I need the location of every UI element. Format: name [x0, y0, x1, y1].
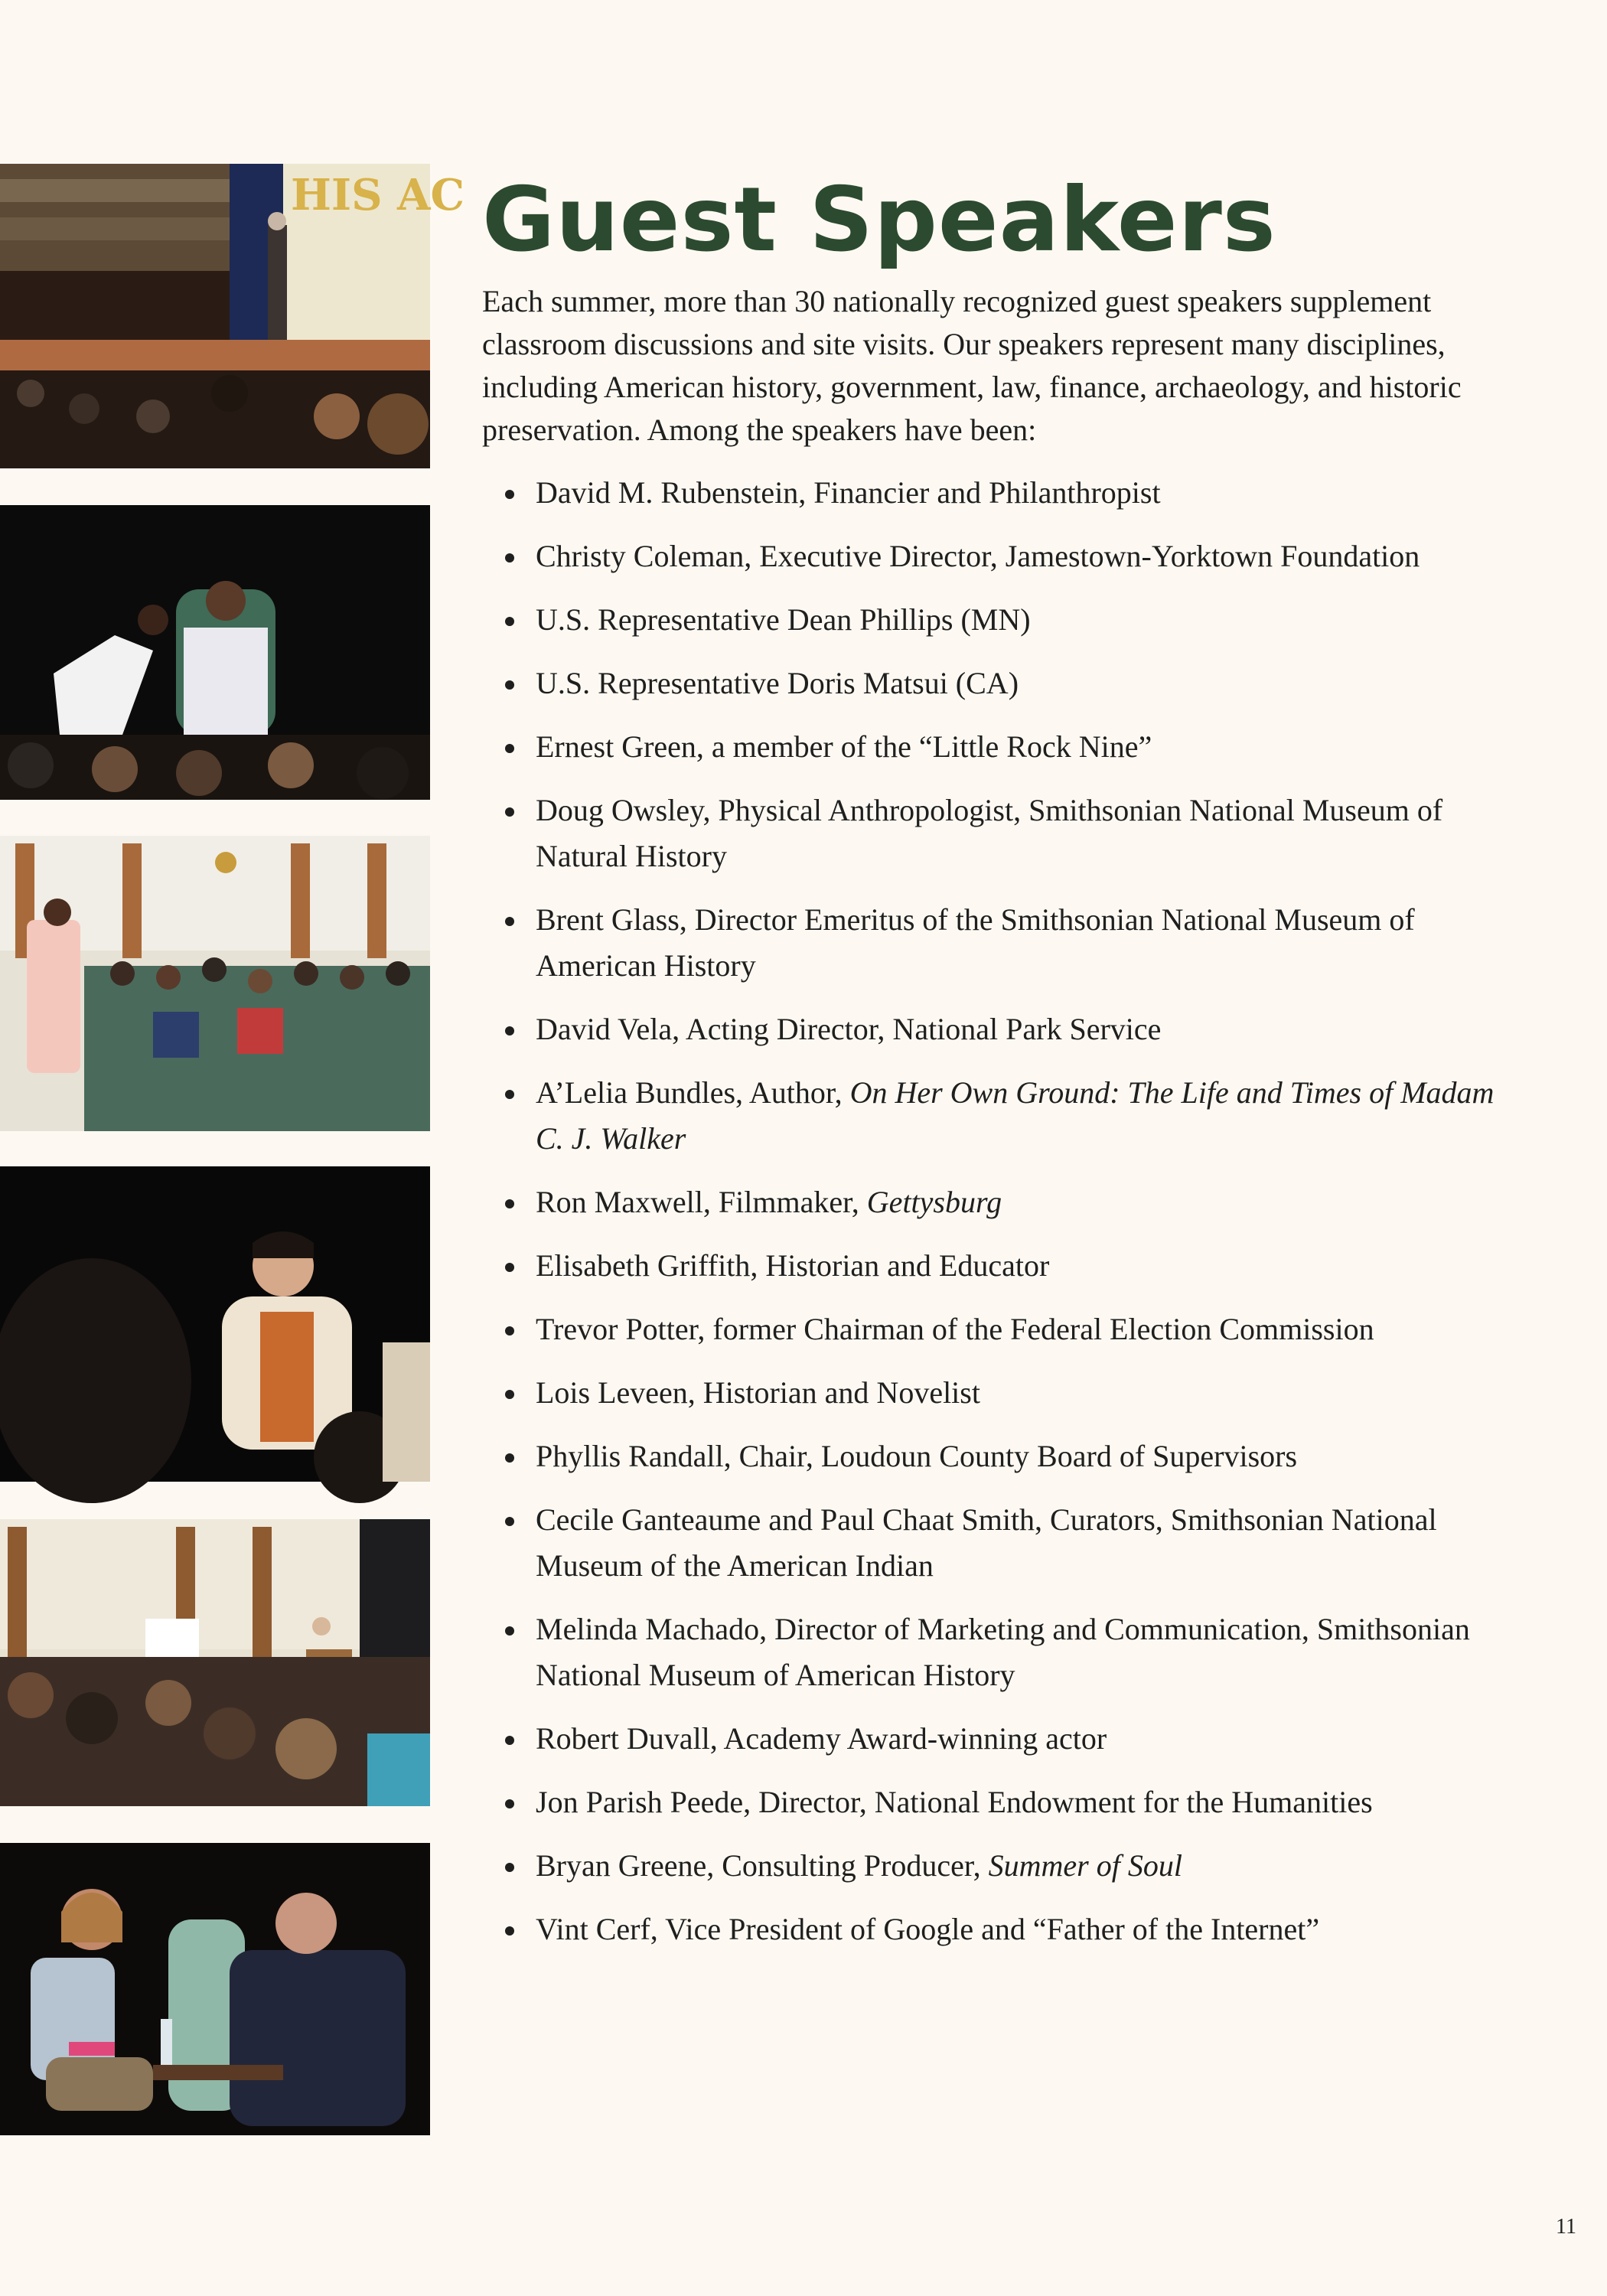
speaker-text: U.S. Representative Dean Phillips (MN): [536, 602, 1031, 637]
speaker-list-item: [482, 597, 1500, 643]
speaker-list-item: [482, 1779, 1500, 1825]
speaker-text: Ron Maxwell, Filmmaker,: [536, 1185, 867, 1219]
speaker-text: Doug Owsley, Physical Anthropologist, Smithsonian National Museum of Natural History: [536, 793, 1443, 873]
photo-speaker-armchair: [0, 505, 430, 800]
speaker-text: Lois Leveen, Historian and Novelist: [536, 1375, 980, 1410]
speaker-text: U.S. Representative Doris Matsui (CA): [536, 666, 1019, 700]
photo-audience-hall: [0, 1519, 430, 1806]
speaker-text: Phyllis Randall, Chair, Loudoun County Board of Supervisors: [536, 1439, 1298, 1473]
speaker-list-item: [482, 1906, 1500, 1952]
speaker-list-item: [482, 724, 1500, 770]
speaker-text: Bryan Greene, Consulting Producer,: [536, 1848, 989, 1883]
speaker-list-item: [482, 1006, 1500, 1052]
speaker-list-item: [482, 1070, 1500, 1162]
speaker-list-item: [482, 1433, 1500, 1479]
speaker-list-item: [482, 1497, 1500, 1589]
speaker-text: Robert Duvall, Academy Award-winning actor: [536, 1721, 1107, 1756]
speaker-text: Jon Parish Peede, Director, National Endowment for the Humanities: [536, 1785, 1373, 1819]
speaker-text: Christy Coleman, Executive Director, Jamestown-Yorktown Foundation: [536, 539, 1420, 573]
speaker-list-item: [482, 1843, 1500, 1889]
speaker-text: Melinda Machado, Director of Marketing and Communication, Smithsonian National Museum of American History: [536, 1612, 1470, 1692]
speaker-list: [482, 470, 1500, 1952]
photo-classroom-speaker: [0, 836, 430, 1131]
speaker-text: Ernest Green, a member of the “Little Rock Nine”: [536, 729, 1152, 764]
photo-speaker-dark-room: [0, 1166, 430, 1482]
speaker-list-item: [482, 788, 1500, 879]
speaker-text: David Vela, Acting Director, National Park Service: [536, 1012, 1162, 1046]
speaker-work-title: Summer of Soul: [988, 1848, 1182, 1883]
speaker-list-item: [482, 533, 1500, 579]
speaker-list-item: [482, 470, 1500, 516]
speaker-list-item: [482, 660, 1500, 706]
speaker-list-item: [482, 1179, 1500, 1225]
speaker-text: Trevor Potter, former Chairman of the Federal Election Commission: [536, 1312, 1374, 1346]
page-title: Guest Speakers: [482, 168, 1276, 272]
speaker-list-item: [482, 1243, 1500, 1289]
speaker-text: Cecile Ganteaume and Paul Chaat Smith, Curators, Smithsonian National Museum of the American Indian: [536, 1502, 1437, 1583]
stage-sign: HIS AC: [291, 170, 465, 220]
intro-paragraph: Each summer, more than 30 nationally recognized guest speakers supplement classroom discussions and site visits. Our speakers represent many disciplines, including American history, government, law, finance, archaeology, and historic preservation. Among the speakers have been:: [482, 284, 1462, 447]
speaker-list-item: [482, 1606, 1500, 1698]
speaker-list-item: [482, 897, 1500, 989]
speaker-text: Vint Cerf, Vice President of Google and “Father of the Internet”: [536, 1912, 1320, 1946]
speaker-work-title: Gettysburg: [866, 1185, 1002, 1219]
page-number: 11: [1556, 2215, 1576, 2239]
speaker-text: Elisabeth Griffith, Historian and Educator: [536, 1248, 1050, 1283]
speaker-work-title: On Her Own Ground: The Life and Times of Madam C. J. Walker: [536, 1075, 1495, 1156]
speaker-text: Brent Glass, Director Emeritus of the Smithsonian National Museum of American History: [536, 902, 1415, 983]
speaker-list-item: [482, 1716, 1500, 1762]
speaker-text: A’Lelia Bundles, Author,: [536, 1075, 850, 1110]
speaker-text: David M. Rubenstein, Financier and Philanthropist: [536, 475, 1161, 510]
speaker-list-item: [482, 1370, 1500, 1416]
speaker-list-item: [482, 1306, 1500, 1352]
photo-auditorium-stage: [0, 164, 465, 468]
main-content: [482, 161, 1500, 1970]
photo-student-conversation: [0, 1843, 430, 2135]
